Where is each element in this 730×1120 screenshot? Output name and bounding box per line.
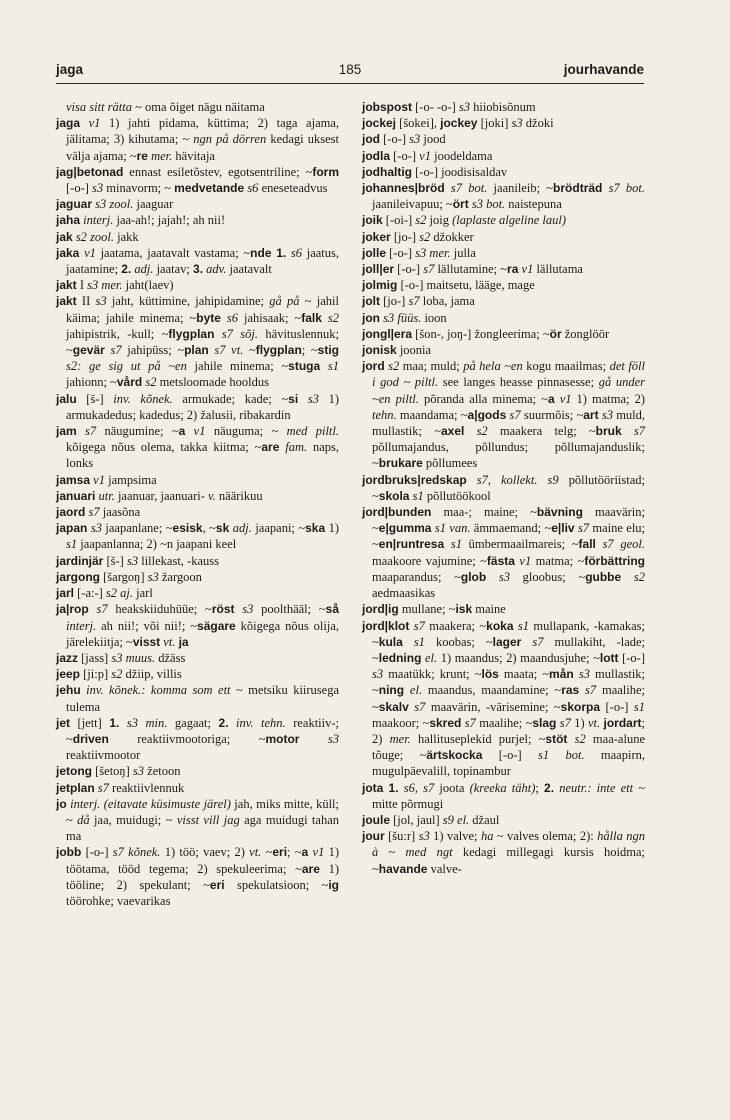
dictionary-entry: jakt II s3 jaht, küttimine, jahipidamine; gå på ~ jahil käima; jahile minema; ~byte s6 jahisaak; ~falk s2 jahipistrik, -kull; ~flygplan s7 sõj. hävituslennuk; ~gevär s7 jahipüss; ~plan s7 vt. ~flygplan; ~stig s2: ge sig ut på ~en jahile minema; ~stuga s1 jahionn; ~vård s2 metsloomade hooldus: [56, 294, 340, 390]
dictionary-entry: jobb [-o-] s7 kõnek. 1) töö; vaev; 2) vt. ~eri; ~a v1 1) töötama, tööd tegema; 2) spekuleerima; ~are 1) tööline; 2) spekulant; ~eri spekulatsioon; ~ig töörohke; vaevarikas: [56, 845, 340, 908]
dictionary-entry: jod [-o-] s3 jood: [362, 132, 446, 147]
right-column: [362, 99, 645, 877]
dictionary-entry: januari utr. jaanuar, jaanuari- v. näärikuu: [56, 488, 263, 503]
dictionary-entry: jaguar s3 zool. jaaguar: [56, 197, 174, 212]
dictionary-entry: jolt [jo-] s7 loba, jama: [362, 294, 475, 309]
dictionary-entry: jaha interj. jaa-ah!; jajah!; ah nii!: [56, 213, 226, 228]
left-column: [56, 99, 339, 909]
page-number: 185: [338, 62, 362, 77]
header-rule: [56, 83, 644, 84]
dictionary-entry: jetplan s7 reaktiivlennuk: [56, 780, 185, 795]
left-guide-word: jaga: [56, 62, 84, 77]
dictionary-entry: jardinjär [š-] s3 lillekast, -kauss: [56, 553, 219, 568]
right-guide-word: jourhavande: [563, 62, 644, 77]
dictionary-entry: jazz [jass] s3 muus. džäss: [56, 650, 186, 665]
dictionary-entry: joule [jol, jaul] s9 el. džaul: [362, 812, 500, 827]
dictionary-entry: joker [jo-] s2 džokker: [362, 229, 474, 244]
dictionary-entry: joll|er [-o-] s7 lällutamine; ~ra v1 lällutama: [362, 262, 583, 277]
dictionary-entry: jeep [ji:p] s2 džiip, villis: [56, 667, 182, 682]
dictionary-entry: jongl|era [šon-, joŋ-] žongleerima; ~ör žonglöör: [362, 326, 610, 341]
dictionary-entry: jour [šu:r] s3 1) valve; ha ~ valves olema; 2): hålla ngn à ~ med ngt kedagi millegagi kursis hoidma; ~havande valve-: [362, 829, 645, 876]
dictionary-entry: jag|betonad ennast esiletõstev, egotsentriline; ~form [-o-] s3 minavorm; ~ medvetande s6 eneseteadvus: [56, 164, 339, 196]
dictionary-entry: jodhaltig [-o-] joodisisaldav: [362, 164, 508, 179]
dictionary-entry: jonisk joonia: [362, 343, 432, 358]
dictionary-entry: jord|bunden maa-; maine; ~bävning maavärin; ~e|gumma s1 van. ämmaemand; ~e|liv s7 maine elu; ~en|runtresa s1 ümbermaailmareis; ~fall s7 geol. maakoore vajumine; ~fästa v1 matma; ~förbättring maaparandus; ~glob s3 gloobus; ~gubbe s2 aedmaasikas: [362, 505, 646, 601]
dictionary-entry: jord s2 maa; muld; på hela ~en kogu maailmas; det föll i god ~ piltl. see langes heasse pinnasesse; gå under ~en piltl. põranda alla minema; ~a v1 1) matma; 2) tehn. maandama; ~a|gods s7 suurmõis; ~art s3 muld, mullastik; ~axel s2 maakera telg; ~bruk s7 põllumajandus, põllundus; põllumajanduslik; ~brukare põllumees: [362, 359, 646, 471]
dictionary-entry: jodla [-o-] v1 joodeldama: [362, 148, 493, 163]
dictionary-entry: jaga v1 1) jahti pidama, küttima; 2) taga ajama, jälitama; 3) kihutama; ~ ngn på dörren kedagi uksest välja ajama; ~re mer. hävitaja: [56, 116, 340, 163]
dictionary-entry: jolle [-o-] s3 mer. julla: [362, 245, 476, 260]
dictionary-entry: jetong [šetoŋ] s3 žetoon: [56, 764, 181, 779]
dictionary-entry: jo interj. (eitavate küsimuste järel) jah, miks mitte, küll; ~ då jaa, muidugi; ~ visst vill jag aga muidugi tahan ma: [56, 796, 339, 844]
dictionary-entry: jon s3 füüs. ioon: [362, 310, 447, 325]
dictionary-entry: jak s2 zool. jakk: [56, 229, 139, 244]
dictionary-entry: jordbruks|redskap s7, kollekt. s9 põllutööriistad; ~skola s1 põllutöökool: [362, 472, 645, 503]
dictionary-entry: jehu inv. kõnek.: komma som ett ~ metsiku kiirusega tulema: [56, 683, 340, 714]
dictionary-entry: jord|klot s7 maakera; ~koka s1 mullapank, -kamakas; ~kula s1 koobas; ~lager s7 mullakiht, -lade; ~ledning el. 1) maandus; 2) maandusjuhe; ~lott [-o-] s3 maatükk; krunt; ~lös maata; ~mån s3 mullastik; ~ning el. maandus, maandamine; ~ras s7 maalihe; ~skalv s7 maavärin, -värisemine; ~skorpa [-o-] s1 maakoor; ~skred s7 maalihe; ~slag s7 1) vt. jordart; 2) mer. hallituseplekid purjel; ~stöt s2 maa-alune tõuge; ~ärtskocka [-o-] s1 bot. maapirn, mugulpäevalill, topinambur: [362, 618, 646, 779]
dictionary-entry: jaka v1 jaatama, jaatavalt vastama; ~nde 1. s6 jaatus, jaatamine; 2. adj. jaatav; 3. adv. jaatavalt: [56, 245, 340, 277]
dictionary-entry: joik [-oi-] s2 joig (laplaste algeline laul): [362, 213, 566, 228]
dictionary-entry: jota 1. s6, s7 joota (kreeka täht); 2. neutr.: inte ett ~ mitte põrmugi: [362, 780, 646, 811]
dictionary-entry: jaord s7 jaasõna: [56, 505, 141, 520]
dictionary-entry: jord|ig mullane; ~isk maine: [362, 602, 506, 617]
dictionary-entry: jamsa v1 jampsima: [56, 472, 157, 487]
dictionary-entry: jalu [š-] inv. kõnek. armukade; kade; ~si s3 1) armukadedus; kadedus; 2) žalusii, ribakardin: [56, 391, 339, 422]
dictionary-entry: jarl [-a:-] s2 aj. jarl: [56, 586, 153, 601]
dictionary-entry: visa sitt rätta ~ oma õiget nägu näitama: [66, 100, 265, 114]
dictionary-entry: jockej [šokei], jockey [joki] s3 džoki: [362, 116, 554, 131]
dictionary-entry: jargong [šargoŋ] s3 žargoon: [56, 569, 202, 584]
dictionary-entry: jolmig [-o-] maitsetu, lääge, mage: [362, 278, 535, 293]
dictionary-entry: jakt I s3 mer. jaht(laev): [56, 278, 174, 293]
page-header: [56, 60, 644, 82]
dictionary-entry: jobspost [-o- -o-] s3 hiiobisõnum: [362, 100, 536, 114]
dictionary-entry: johannes|bröd s7 bot. jaanileib; ~brödträd s7 bot. jaanileivapuu; ~ört s3 bot. naistepuna: [362, 181, 646, 212]
dictionary-entry: ja|rop s7 heakskiiduhüüe; ~röst s3 poolthääl; ~så interj. ah nii!; või nii!; ~sägare kõigega nõus olija, järelekiitja; ~visst vt. ja: [56, 602, 340, 649]
dictionary-entry: japan s3 jaapanlane; ~esisk, ~sk adj. jaapani; ~ska 1) s1 jaapanlanna; 2) ~n jaapani keel: [56, 521, 340, 552]
dictionary-entry: jet [jett] 1. s3 min. gagaat; 2. inv. tehn. reaktiiv-; ~driven reaktiivmootoriga; ~motor s3 reaktiivmootor: [56, 715, 340, 763]
dictionary-entry: jam s7 näugumine; ~a v1 näuguma; ~ med piltl. kõigega nõus olema, takka kiitma; ~are fam. naps, lonks: [56, 424, 339, 471]
